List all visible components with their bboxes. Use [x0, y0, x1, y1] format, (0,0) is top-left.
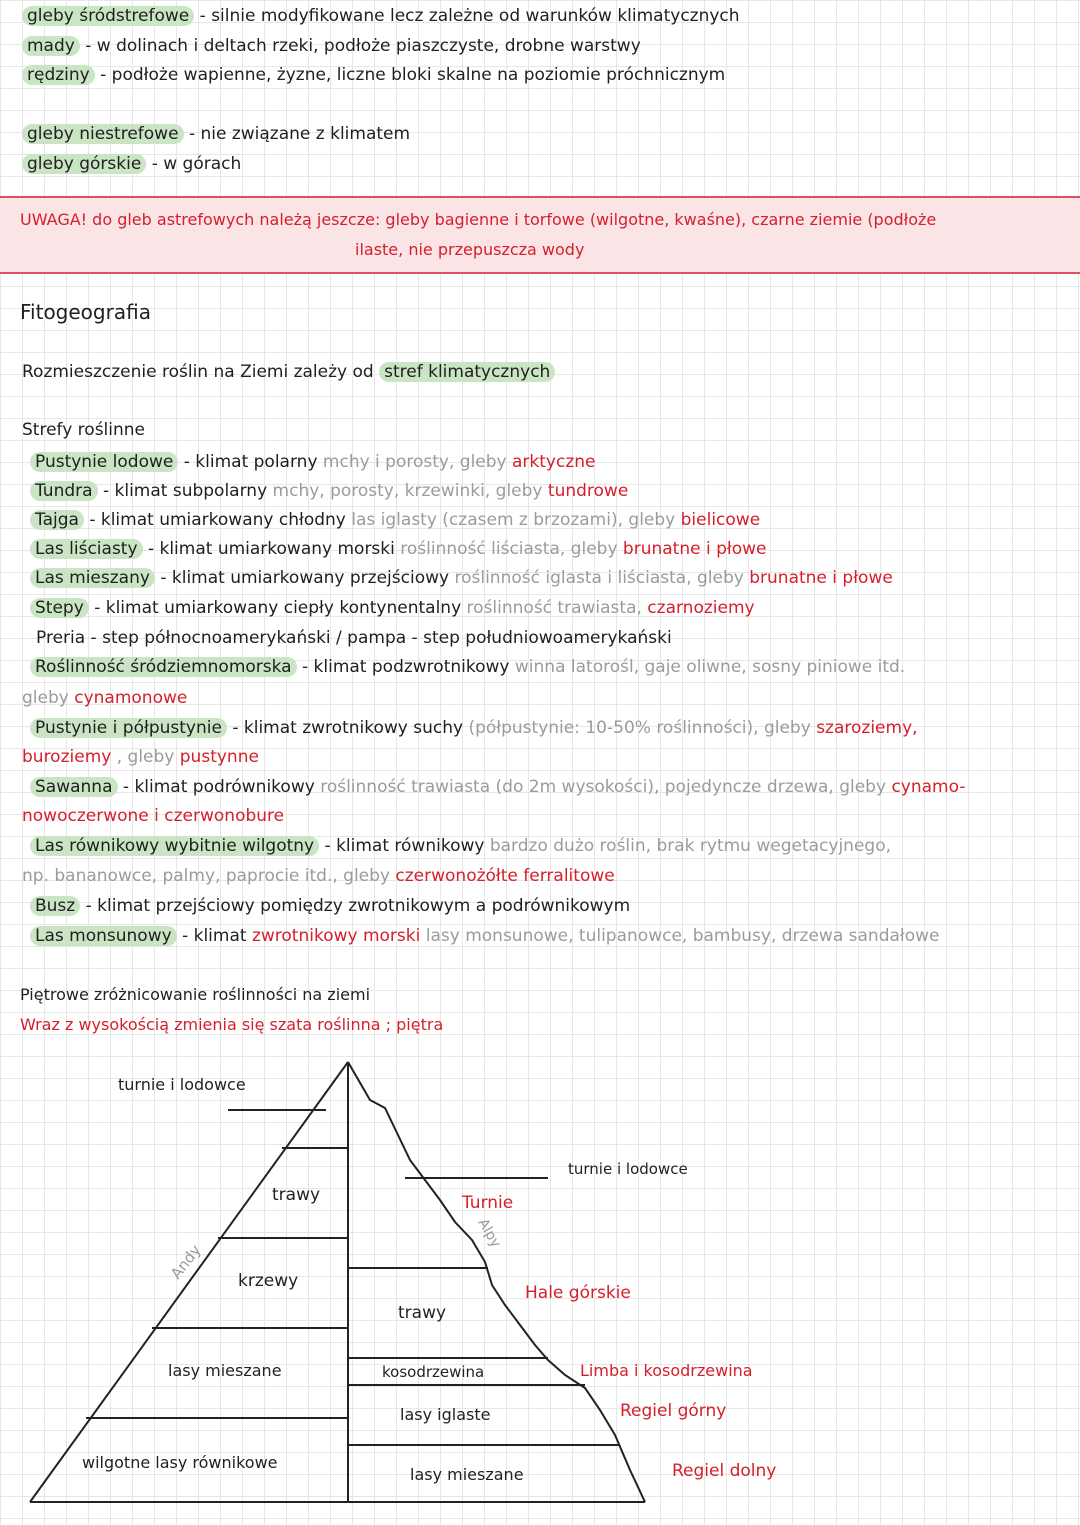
zone-soil: czarnoziemy: [647, 598, 755, 618]
zone-climate: - klimat umiarkowany ciepły kontynentalny: [94, 598, 462, 618]
zone-line: [30, 537, 766, 561]
right-band-label: lasy mieszane: [410, 1465, 524, 1484]
zone-name: Sawanna: [30, 777, 118, 797]
zone-line: [30, 566, 893, 590]
zone-line: [30, 479, 628, 503]
zone-vegetation: (półpustynie: 10-50% roślinności), gleby: [468, 718, 811, 738]
zone-climate: - klimat zwrotnikowy suchy: [232, 718, 464, 738]
intro-line: [22, 360, 555, 384]
zone-name: Tajga: [30, 510, 84, 530]
zone-line-cont: [22, 804, 284, 828]
zone-soil-prefix: gleby: [22, 688, 69, 708]
zone-name: Las liściasty: [30, 539, 143, 559]
soil-line-gorskie: [22, 152, 241, 176]
zone-soil: czerwonożółte ferralitowe: [395, 866, 615, 886]
zone-climate: - klimat umiarkowany przejściowy: [160, 568, 450, 588]
altitude-title: Piętrowe zróżnicowanie roślinności na ziemi: [20, 985, 371, 1004]
zone-name: Las mieszany: [30, 568, 155, 588]
soil-line-niestrefowe: [22, 122, 410, 146]
soil-desc: - w dolinach i deltach rzeki, podłoże piaszczyste, drobne warstwy: [85, 36, 641, 56]
altitude-subtitle: Wraz z wysokością zmienia się szata roślinna ; piętra: [20, 1015, 444, 1034]
zone-label-turnie: Turnie: [462, 1193, 514, 1213]
zone-name: Busz: [30, 896, 80, 916]
warning-box: [0, 196, 1080, 274]
zone-label-hale: Hale górskie: [525, 1283, 631, 1303]
zone-soil: cynamo-: [891, 777, 966, 797]
zone-climate: - klimat równikowy: [324, 836, 485, 856]
zone-line-cont: [22, 745, 259, 769]
warning-line-2: ilaste, nie przepuszcza wody: [355, 240, 585, 259]
zone-climate: - klimat umiarkowany morski: [147, 539, 395, 559]
zone-line: [30, 655, 905, 679]
zone-soil: nowoczerwone i czerwonobure: [22, 806, 285, 826]
zone-name: Tundra: [30, 481, 98, 501]
soil-desc: - podłoże wapienne, żyzne, liczne bloki skalne na poziomie próchnicznym: [100, 65, 726, 85]
zone-line: [30, 924, 940, 948]
zone-soil-prefix: , gleby: [116, 747, 175, 767]
zone-line: [30, 775, 965, 799]
soil-desc: - w górach: [151, 154, 242, 174]
zone-soil: pustynne: [179, 747, 259, 767]
zone-soil: buroziemy: [22, 747, 112, 767]
zone-climate: - klimat przejściowy pomiędzy zwrotnikowym a podrównikowym: [85, 896, 631, 916]
zone-climate: - klimat: [182, 926, 247, 946]
soil-term: gleby niestrefowe: [22, 124, 184, 144]
soil-line-mady: [22, 34, 641, 58]
section-heading: Fitogeografia: [20, 300, 151, 324]
left-band-label: wilgotne lasy równikowe: [82, 1453, 278, 1472]
zone-line: [30, 596, 755, 620]
zone-climate: - klimat polarny: [183, 452, 318, 472]
zone-climate: - klimat podzwrotnikowy: [302, 657, 510, 677]
zone-soil: brunatne i płowe: [749, 568, 893, 588]
zone-soil: bielicowe: [680, 510, 761, 530]
right-top-label: turnie i lodowce: [568, 1160, 688, 1178]
zone-vegetation: np. bananowce, palmy, paprocie itd., gleby: [22, 866, 390, 886]
left-band-label: krzewy: [238, 1271, 299, 1291]
zone-vegetation: mchy i porosty, gleby: [322, 452, 507, 472]
zone-line-cont: [22, 686, 187, 710]
zone-name: Roślinność śródziemnomorska: [30, 657, 297, 677]
soil-desc: - silnie modyfikowane lecz zależne od warunków klimatycznych: [199, 6, 740, 26]
andes-outline: [30, 1062, 348, 1502]
left-top-label: turnie i lodowce: [118, 1075, 246, 1094]
alps-label: Alpy: [474, 1216, 504, 1251]
zone-name: Las równikowy wybitnie wilgotny: [30, 836, 319, 856]
soil-line-srodstrefowe: [22, 4, 740, 28]
intro-highlight: stref klimatycznych: [379, 362, 555, 382]
soil-term: rędziny: [22, 65, 95, 85]
altitude-diagram: [0, 1040, 1080, 1520]
zone-name: Stepy: [30, 598, 89, 618]
zone-climate-highlight: zwrotnikowy morski: [251, 926, 421, 946]
zone-climate: - klimat subpolarny: [102, 481, 268, 501]
zone-climate: - klimat umiarkowany chłodny: [89, 510, 346, 530]
zone-line-preria: Preria - step północnoamerykański / pampa - step południowoamerykański: [36, 628, 672, 648]
zone-line: [30, 894, 630, 918]
zone-vegetation: mchy, porosty, krzewinki, gleby: [272, 481, 543, 501]
zone-soil: cynamonowe: [74, 688, 188, 708]
andes-label: Andy: [166, 1241, 205, 1283]
zone-label-limba: Limba i kosodrzewina: [580, 1361, 753, 1380]
zone-vegetation: lasy monsunowe, tulipanowce, bambusy, drzewa sandałowe: [425, 926, 940, 946]
zones-title: Strefy roślinne: [22, 420, 146, 440]
alps-outline: [348, 1062, 645, 1502]
zone-label-regiel-dolny: Regiel dolny: [672, 1461, 777, 1481]
zone-vegetation: roślinność trawiasta,: [466, 598, 642, 618]
intro-text: Rozmieszczenie roślin na Ziemi zależy od: [22, 362, 374, 382]
soil-term: gleby górskie: [22, 154, 146, 174]
zone-line: [30, 450, 596, 474]
soil-term: gleby śródstrefowe: [22, 6, 194, 26]
zone-vegetation: bardzo dużo roślin, brak rytmu wegetacyjnego,: [489, 836, 892, 856]
right-band-label: kosodrzewina: [382, 1363, 485, 1381]
zone-line-cont: [22, 864, 615, 888]
zone-label-regiel-gorny: Regiel górny: [620, 1401, 727, 1421]
soil-desc: - nie związane z klimatem: [188, 124, 411, 144]
zone-line: [30, 716, 918, 740]
zone-soil: szaroziemy,: [816, 718, 918, 738]
soil-term: mady: [22, 36, 80, 56]
zone-name: Las monsunowy: [30, 926, 177, 946]
left-band-label: trawy: [272, 1185, 321, 1205]
right-band-label: trawy: [398, 1303, 447, 1323]
soil-line-redziny: [22, 63, 725, 87]
zone-line: [30, 834, 891, 858]
zone-name: Pustynie lodowe: [30, 452, 178, 472]
right-band-label: lasy iglaste: [400, 1405, 491, 1424]
zone-vegetation: roślinność liściasta, gleby: [400, 539, 618, 559]
zone-vegetation: las iglasty (czasem z brzozami), gleby: [351, 510, 676, 530]
zone-vegetation: roślinność iglasta i liściasta, gleby: [454, 568, 744, 588]
left-band-label: lasy mieszane: [168, 1361, 282, 1380]
zone-soil: brunatne i płowe: [622, 539, 767, 559]
zone-soil: arktyczne: [512, 452, 596, 472]
zone-vegetation: roślinność trawiasta (do 2m wysokości), pojedyncze drzewa, gleby: [320, 777, 887, 797]
zone-soil: tundrowe: [547, 481, 629, 501]
warning-line-1: UWAGA! do gleb astrefowych należą jeszcze: gleby bagienne i torfowe (wilgotne, kwaśne), czarne ziemie (podłoże: [20, 210, 937, 229]
zone-name: Pustynie i półpustynie: [30, 718, 227, 738]
zone-climate: - klimat podrównikowy: [122, 777, 315, 797]
zone-line: [30, 508, 760, 532]
zone-vegetation: winna latorośl, gaje oliwne, sosny piniowe itd.: [514, 657, 906, 677]
